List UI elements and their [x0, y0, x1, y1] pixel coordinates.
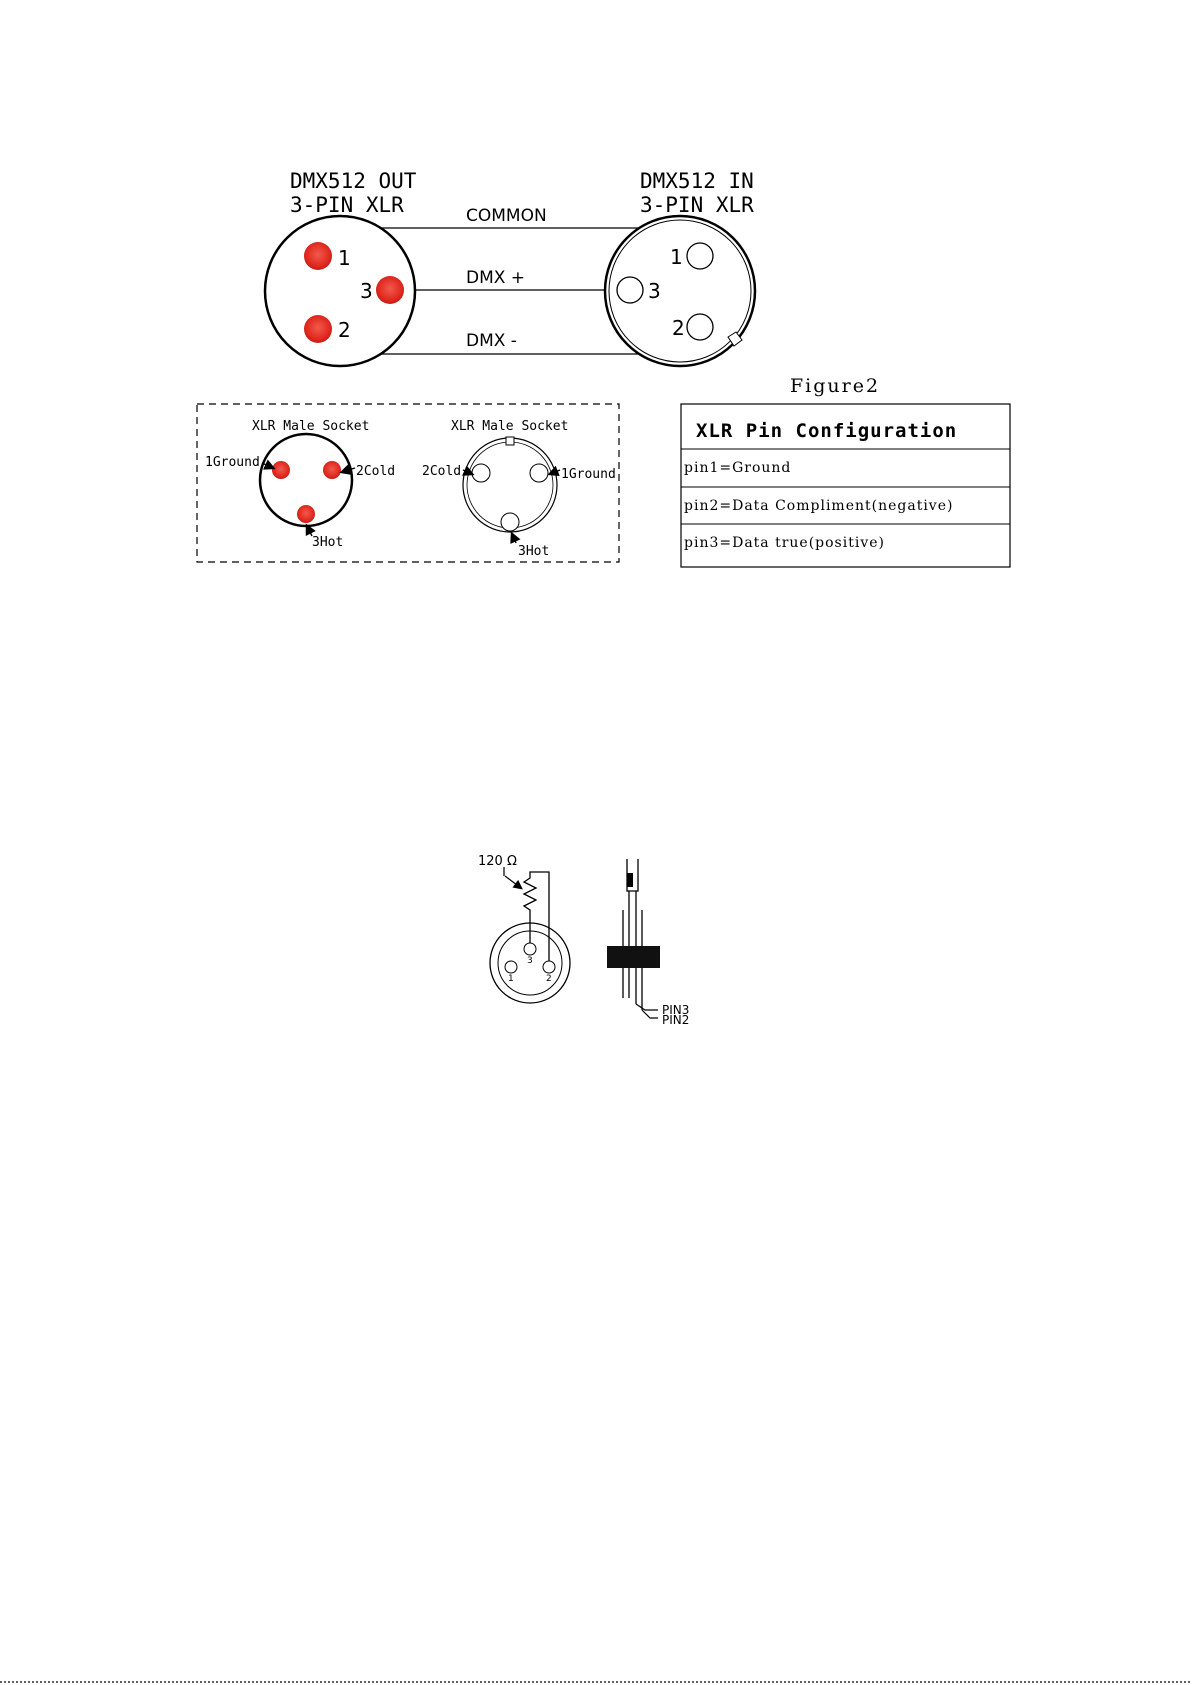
- xlr-sockets-panel: [197, 404, 619, 562]
- side-heatshrink: [607, 946, 660, 968]
- terminator-face-pin-1-label: 1: [508, 974, 514, 984]
- out-pin-1: [304, 242, 332, 270]
- terminator-face-pin-1: [505, 961, 517, 973]
- right-socket-hot-label: 3Hot: [518, 544, 550, 559]
- in-pin-3-label: 3: [648, 279, 661, 303]
- left-socket-title: XLR Male Socket: [252, 419, 370, 434]
- dmx-minus-label: DMX -: [466, 331, 517, 351]
- resistor-label: 120 Ω: [478, 854, 517, 869]
- side-resistor-body: [627, 873, 633, 887]
- right-socket-ground-label: 1Ground: [561, 467, 616, 482]
- terminator-face-pin-2-label: 2: [546, 974, 552, 984]
- out-pin-3-label: 3: [360, 279, 373, 303]
- left-male-socket: [260, 434, 355, 536]
- out-pin-2-label: 2: [338, 318, 351, 342]
- right-socket-cold-label: 2Cold: [422, 464, 462, 479]
- left-socket-pin-hot: [297, 505, 315, 523]
- out-title-line2: 3-PIN XLR: [290, 193, 404, 217]
- left-socket-pin-ground: [272, 461, 290, 479]
- right-socket-pin-cold: [472, 464, 490, 482]
- in-pin-3: [617, 277, 643, 303]
- pin-table-row-1: pin1=Ground: [684, 460, 792, 476]
- in-title-line1: DMX512 IN: [640, 169, 754, 193]
- left-socket-ground-label: 1Ground: [205, 455, 260, 470]
- pin-table-header: XLR Pin Configuration: [696, 420, 958, 442]
- pin-table-row-3: pin3=Data true(positive): [684, 535, 885, 551]
- terminator-diagram: [478, 854, 689, 1027]
- pin-config-table: [681, 404, 1010, 567]
- dmx-plus-label: DMX +: [466, 268, 526, 288]
- right-socket-pin-hot: [501, 513, 519, 531]
- terminator-side-view: [607, 859, 660, 1018]
- resistor-pointer: [505, 876, 521, 888]
- dmx-out-connector: [265, 216, 415, 366]
- right-male-socket: [463, 437, 560, 543]
- in-pin-2: [687, 314, 713, 340]
- pin-table-row-2: pin2=Data Compliment(negative): [684, 498, 954, 514]
- right-socket-title: XLR Male Socket: [451, 419, 569, 434]
- lead-pin3-label: PIN3: [662, 1003, 690, 1017]
- dmx-in-connector: [605, 216, 755, 366]
- lead-pin2-label: PIN2: [662, 1013, 690, 1027]
- right-socket-key: [506, 437, 514, 445]
- in-title-line2: 3-PIN XLR: [640, 193, 754, 217]
- terminator-face-pin-3-label: 3: [527, 956, 533, 966]
- in-pin-2-label: 2: [672, 316, 685, 340]
- left-socket-hot-label: 3Hot: [312, 535, 344, 550]
- left-socket-pin-cold: [323, 461, 341, 479]
- common-label: COMMON: [466, 206, 547, 226]
- out-pin-2: [304, 315, 332, 343]
- out-pin-3: [376, 276, 404, 304]
- right-socket-pin-ground: [530, 464, 548, 482]
- figure-caption: Figure2: [790, 375, 881, 397]
- terminator-face-pin-2: [543, 961, 555, 973]
- out-title-line1: DMX512 OUT: [290, 169, 417, 193]
- left-socket-cold-label: 2Cold: [356, 464, 396, 479]
- in-pin-1: [687, 243, 713, 269]
- out-pin-1-label: 1: [338, 246, 351, 270]
- in-pin-1-label: 1: [670, 245, 683, 269]
- dmx-wiring-diagram: [265, 169, 755, 366]
- terminator-face-pin-3: [524, 943, 536, 955]
